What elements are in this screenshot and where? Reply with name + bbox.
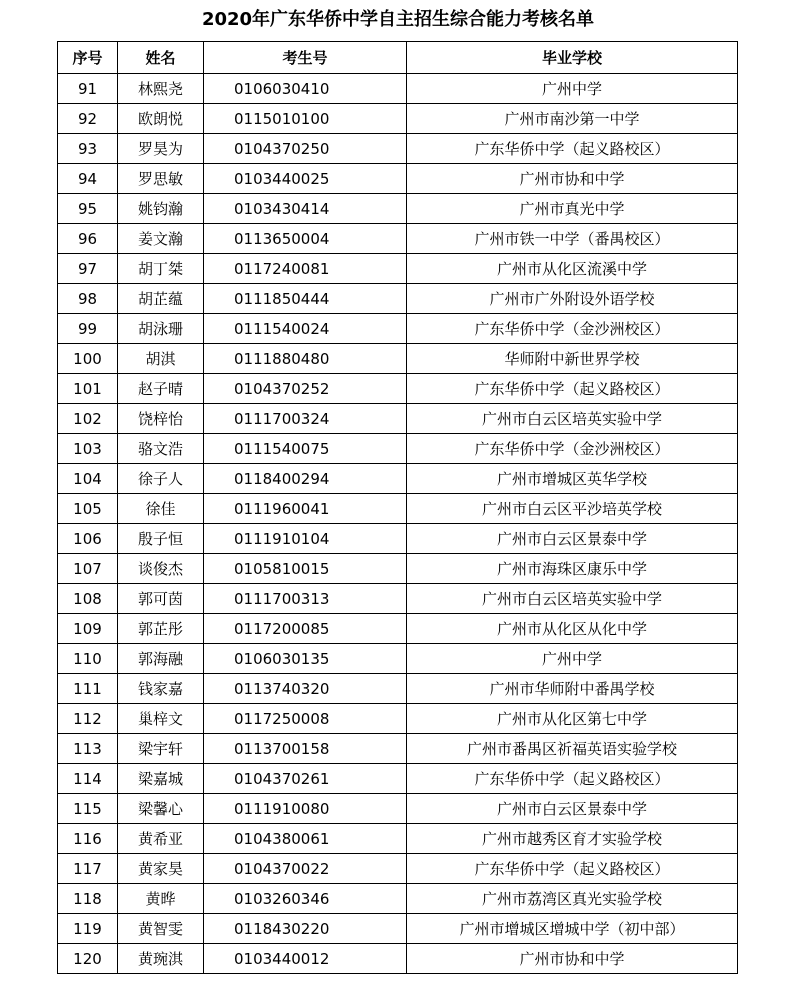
cell-name: 梁宇轩 [118,734,204,764]
cell-school: 广州市铁一中学（番禺校区） [407,224,738,254]
cell-exam-number: 0105810015 [204,554,407,584]
cell-exam-number: 0117250008 [204,704,407,734]
cell-index: 100 [58,344,118,374]
cell-school: 广州市增城区英华学校 [407,464,738,494]
table-row [58,134,738,164]
table-row [58,644,738,674]
cell-school: 广州市白云区培英实验中学 [407,404,738,434]
header-name: 姓名 [118,42,204,74]
table-row [58,824,738,854]
cell-index: 105 [58,494,118,524]
cell-index: 116 [58,824,118,854]
cell-school: 华师附中新世界学校 [407,344,738,374]
cell-exam-number: 0118430220 [204,914,407,944]
table-row [58,104,738,134]
cell-index: 110 [58,644,118,674]
table-header-row [58,42,738,74]
table-row [58,434,738,464]
cell-name: 胡丁桀 [118,254,204,284]
table-row [58,884,738,914]
table-row [58,224,738,254]
cell-school: 广州市白云区景泰中学 [407,794,738,824]
cell-index: 119 [58,914,118,944]
cell-exam-number: 0104370022 [204,854,407,884]
cell-exam-number: 0103440025 [204,164,407,194]
header-exam-number: 考生号 [204,42,407,74]
cell-name: 钱家嘉 [118,674,204,704]
cell-name: 胡芷蕴 [118,284,204,314]
cell-school: 广州市白云区培英实验中学 [407,584,738,614]
header-school: 毕业学校 [407,42,738,74]
table-row [58,854,738,884]
cell-index: 108 [58,584,118,614]
cell-school: 广州市番禺区祈福英语实验学校 [407,734,738,764]
cell-index: 95 [58,194,118,224]
cell-school: 广州市增城区增城中学（初中部） [407,914,738,944]
cell-school: 广州市白云区平沙培英学校 [407,494,738,524]
cell-index: 97 [58,254,118,284]
candidate-table [57,41,738,974]
cell-name: 胡泳珊 [118,314,204,344]
table-row [58,194,738,224]
cell-index: 93 [58,134,118,164]
cell-school: 广东华侨中学（起义路校区） [407,374,738,404]
cell-name: 罗思敏 [118,164,204,194]
cell-exam-number: 0113700158 [204,734,407,764]
table-row [58,74,738,104]
cell-school: 广州中学 [407,644,738,674]
cell-name: 黄琬淇 [118,944,204,974]
cell-school: 广东华侨中学（起义路校区） [407,134,738,164]
cell-name: 徐子人 [118,464,204,494]
table-row [58,524,738,554]
cell-exam-number: 0104370252 [204,374,407,404]
table-row [58,284,738,314]
cell-school: 广州市协和中学 [407,164,738,194]
cell-name: 郭海融 [118,644,204,674]
cell-index: 103 [58,434,118,464]
table-row [58,254,738,284]
cell-index: 101 [58,374,118,404]
cell-name: 黄家昊 [118,854,204,884]
cell-exam-number: 0104380061 [204,824,407,854]
cell-name: 黄智雯 [118,914,204,944]
cell-exam-number: 0111540024 [204,314,407,344]
table-row [58,944,738,974]
cell-exam-number: 0117200085 [204,614,407,644]
cell-index: 104 [58,464,118,494]
cell-name: 徐佳 [118,494,204,524]
cell-name: 郭可茵 [118,584,204,614]
cell-name: 骆文浩 [118,434,204,464]
cell-index: 107 [58,554,118,584]
cell-index: 109 [58,614,118,644]
cell-name: 欧朗悦 [118,104,204,134]
cell-name: 梁馨心 [118,794,204,824]
cell-name: 殷子恒 [118,524,204,554]
cell-index: 92 [58,104,118,134]
cell-school: 广东华侨中学（起义路校区） [407,854,738,884]
table-row [58,584,738,614]
header-index: 序号 [58,42,118,74]
cell-index: 118 [58,884,118,914]
table-row [58,404,738,434]
cell-school: 广州市从化区流溪中学 [407,254,738,284]
cell-name: 谈俊杰 [118,554,204,584]
cell-index: 102 [58,404,118,434]
cell-index: 106 [58,524,118,554]
table-row [58,464,738,494]
cell-exam-number: 0111880480 [204,344,407,374]
cell-name: 黄晔 [118,884,204,914]
cell-index: 113 [58,734,118,764]
cell-exam-number: 0111960041 [204,494,407,524]
cell-school: 广州市从化区从化中学 [407,614,738,644]
cell-school: 广州市越秀区育才实验学校 [407,824,738,854]
cell-name: 赵子晴 [118,374,204,404]
cell-index: 98 [58,284,118,314]
table-row [58,734,738,764]
cell-name: 梁嘉城 [118,764,204,794]
table-row [58,674,738,704]
cell-exam-number: 0104370261 [204,764,407,794]
cell-name: 姚钧瀚 [118,194,204,224]
cell-exam-number: 0103430414 [204,194,407,224]
table-row [58,764,738,794]
cell-name: 黄希亚 [118,824,204,854]
cell-school: 广州市真光中学 [407,194,738,224]
cell-exam-number: 0104370250 [204,134,407,164]
cell-school: 广东华侨中学（起义路校区） [407,764,738,794]
cell-school: 广州中学 [407,74,738,104]
table-row [58,164,738,194]
cell-exam-number: 0117240081 [204,254,407,284]
cell-index: 94 [58,164,118,194]
cell-exam-number: 0103440012 [204,944,407,974]
cell-name: 胡淇 [118,344,204,374]
cell-school: 广州市协和中学 [407,944,738,974]
cell-exam-number: 0113650004 [204,224,407,254]
cell-index: 96 [58,224,118,254]
table-row [58,914,738,944]
table-row [58,314,738,344]
table-row [58,794,738,824]
cell-exam-number: 0106030410 [204,74,407,104]
cell-exam-number: 0111910080 [204,794,407,824]
cell-index: 91 [58,74,118,104]
cell-index: 115 [58,794,118,824]
cell-name: 林熙尧 [118,74,204,104]
cell-index: 111 [58,674,118,704]
cell-name: 郭芷彤 [118,614,204,644]
cell-index: 120 [58,944,118,974]
cell-school: 广州市华师附中番禺学校 [407,674,738,704]
table-row [58,374,738,404]
cell-index: 112 [58,704,118,734]
table-row [58,554,738,584]
page-title: 2020年广东华侨中学自主招生综合能力考核名单 [201,9,595,30]
cell-exam-number: 0115010100 [204,104,407,134]
cell-exam-number: 0111700313 [204,584,407,614]
cell-school: 广州市从化区第七中学 [407,704,738,734]
cell-name: 巢梓文 [118,704,204,734]
cell-exam-number: 0111910104 [204,524,407,554]
cell-school: 广州市南沙第一中学 [407,104,738,134]
table-row [58,704,738,734]
cell-school: 广东华侨中学（金沙洲校区） [407,314,738,344]
table-row [58,494,738,524]
cell-exam-number: 0111540075 [204,434,407,464]
cell-index: 117 [58,854,118,884]
cell-exam-number: 0111700324 [204,404,407,434]
cell-exam-number: 0103260346 [204,884,407,914]
cell-school: 广州市白云区景泰中学 [407,524,738,554]
cell-name: 姜文瀚 [118,224,204,254]
cell-exam-number: 0106030135 [204,644,407,674]
cell-name: 饶梓怡 [118,404,204,434]
cell-index: 114 [58,764,118,794]
cell-school: 广州市广外附设外语学校 [407,284,738,314]
cell-index: 99 [58,314,118,344]
cell-school: 广东华侨中学（金沙洲校区） [407,434,738,464]
table-row [58,614,738,644]
cell-exam-number: 0118400294 [204,464,407,494]
cell-name: 罗昊为 [118,134,204,164]
table-body [58,74,738,974]
cell-exam-number: 0113740320 [204,674,407,704]
cell-school: 广州市海珠区康乐中学 [407,554,738,584]
cell-exam-number: 0111850444 [204,284,407,314]
table-row [58,344,738,374]
cell-school: 广州市荔湾区真光实验学校 [407,884,738,914]
